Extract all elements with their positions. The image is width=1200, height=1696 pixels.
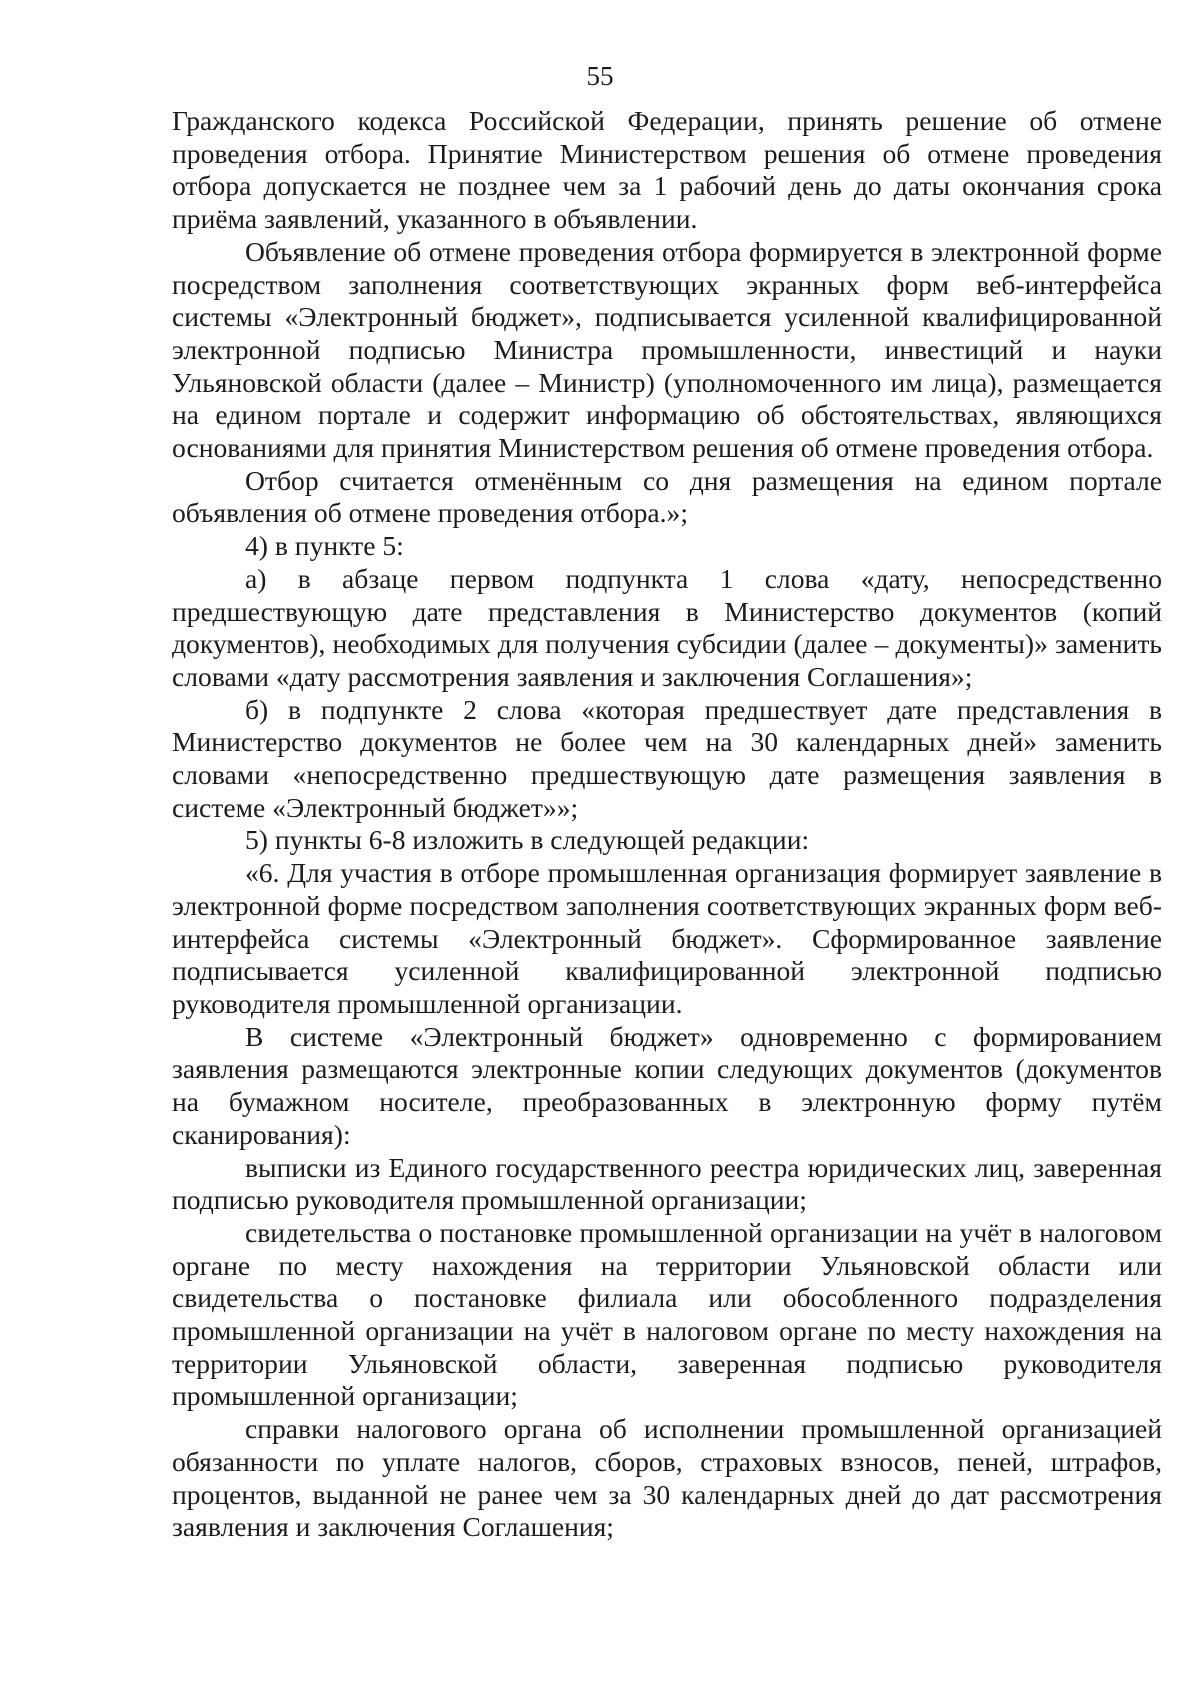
paragraph: справки налогового органа об исполнении промышленной организацией обязанности по уплате налогов, сборов, страховых взносов, пеней, штрафов, процентов, выданной не ранее чем за 30 календарных дней до дат рассмотрения заявления и заключения Соглашения;	[172, 1413, 1162, 1543]
paragraph: 4) в пункте 5:	[245, 530, 404, 562]
paragraph: а) в абзаце первом подпункта 1 слова «дату, непосредственно предшествующую дате представления в Министерство документов (копий документов), необходимых для получения субсидии (далее – документы)» заменить словами «дату рассмотрения заявления и заключения Соглашения»;	[172, 562, 1162, 692]
paragraph: Отбор считается отменённым со дня размещения на едином портале объявления об отмене проведения отбора.»;	[172, 464, 1162, 529]
page-number: 55	[586, 61, 614, 91]
paragraph: выписки из Единого государственного реестра юридических лиц, заверенная подписью руководителя промышленной организации;	[172, 1151, 1162, 1216]
paragraph: Объявление об отмене проведения отбора формируется в электронной форме посредством заполнения соответствующих экранных форм веб-интерфейса системы «Электронный бюджет», подписывается усиленной квалифицированной электронной подписью Министра промышленности, инвестиций и науки Ульяновской области (далее – Министр) (уполномоченного им лица), размещается на едином портале и содержит информацию об обстоятельствах, являющихся основаниями для принятия Министерством решения об отмене проведения отбора.	[172, 235, 1162, 464]
paragraph: свидетельства о постановке промышленной организации на учёт в налоговом органе по месту нахождения на территории Ульяновской области или свидетельства о постановке филиала или обособленного подразделения промышленной организации на учёт в налоговом органе по месту нахождения на территории Ульяновской области, заверенная подписью руководителя промышленной организации;	[172, 1216, 1162, 1412]
paragraph: Гражданского кодекса Российской Федерации, принять решение об отмене проведения отбора. Принятие Министерством решения об отмене проведения отбора допускается не позднее чем за 1 рабочий день до даты окончания срока приёма заявлений, указанного в объявлении.	[172, 105, 1162, 235]
document-body	[172, 105, 1162, 1544]
paragraph: В системе «Электронный бюджет» одновременно с формированием заявления размещаются электронные копии следующих документов (документов на бумажном носителе, преобразованных в электронную форму путём сканирования):	[172, 1020, 1162, 1150]
paragraph: 5) пункты 6-8 изложить в следующей редакции:	[245, 824, 810, 856]
paragraph: б) в подпункте 2 слова «которая предшествует дате представления в Министерство документов не более чем на 30 календарных дней» заменить словами «непосредственно предшествующую дате размещения заявления в системе «Электронный бюджет»»;	[172, 693, 1162, 823]
paragraph: «6. Для участия в отборе промышленная организация формирует заявление в электронной форме посредством заполнения соответствующих экранных форм веб-интерфейса системы «Электронный бюджет». Сформированное заявление подписывается усиленной квалифицированной электронной подписью руководителя промышленной организации.	[172, 857, 1162, 1019]
